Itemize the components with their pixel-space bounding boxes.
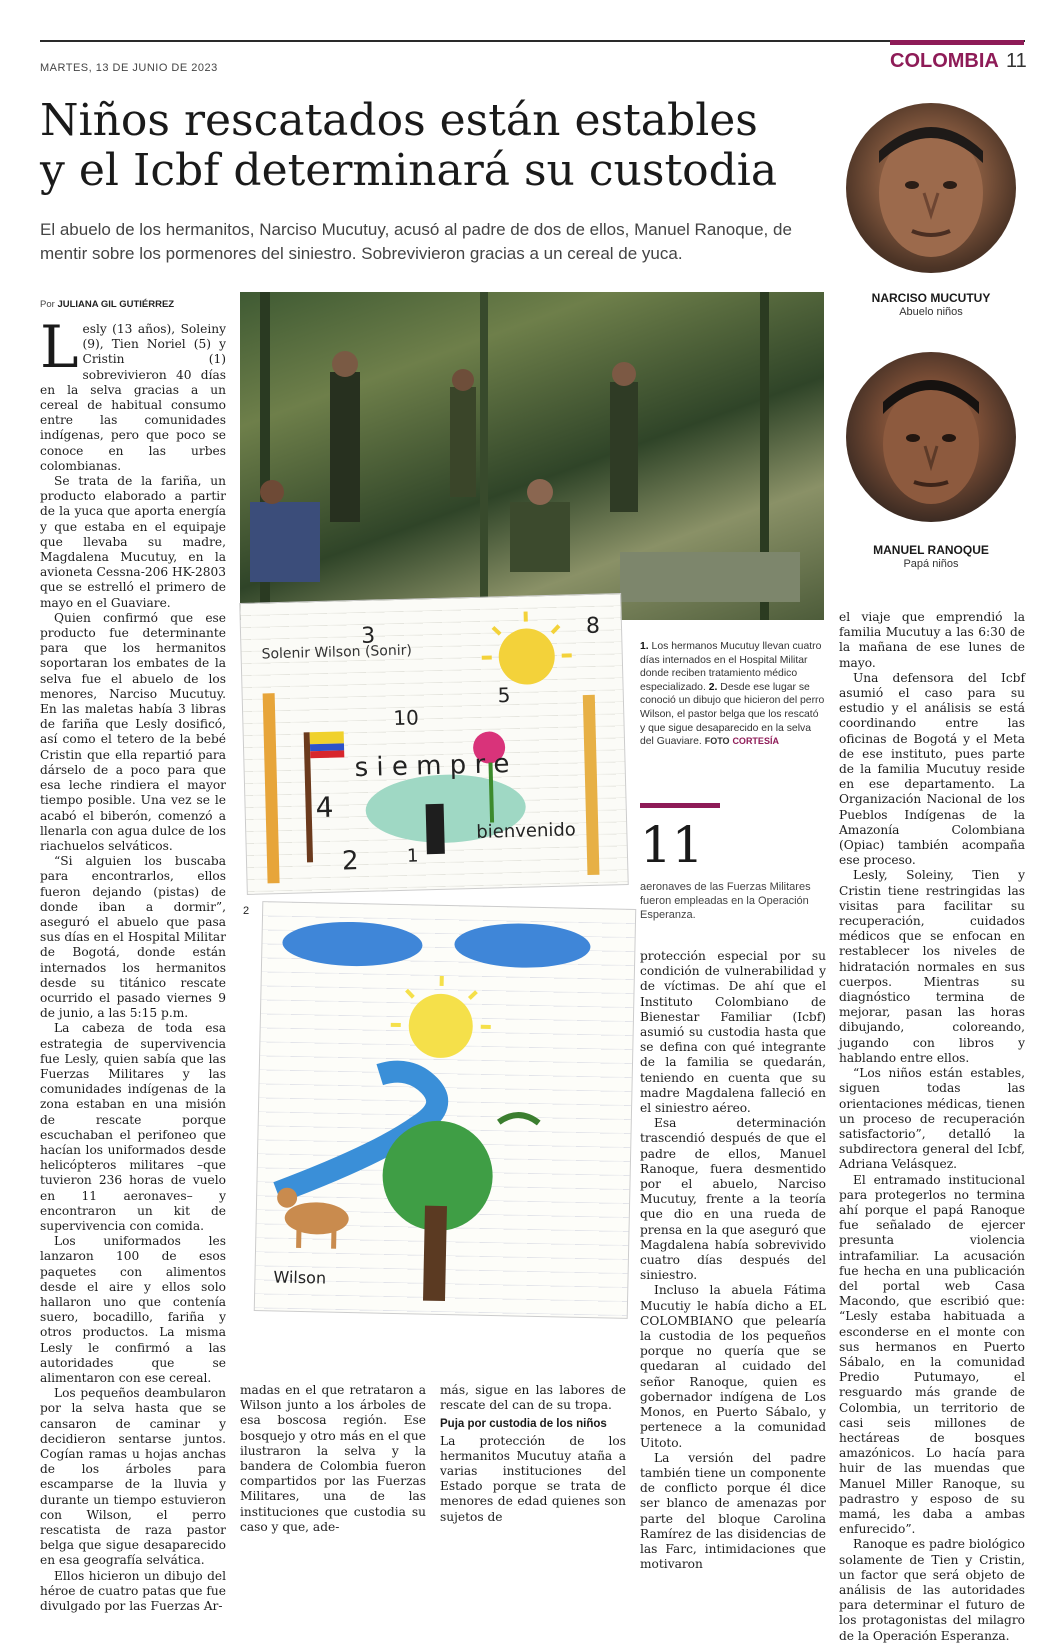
paragraph: Los pequeños deambularon por la selva hasta que se cansaron de caminar y decidieron sentarse juntos. Cogían ramas u hojas anchas de los árboles para escamparse de la lluvia y durante un tiempo estuvieron con Wilson, el perro rescatista de raza pastor belga que sigue desaparecido en esa geografía selvática. (40, 1386, 226, 1568)
drawing-wilson-label: Wilson (273, 1267, 326, 1287)
children-drawing-wilson (254, 901, 637, 1319)
article-column-5 (839, 610, 1025, 1644)
paragraph: La versión del padre también tiene un componente de conflicto porque él dice ser blanco de amenazas por parte del bloque Carolina Ramírez de las disidencias de las Farc, intimidaciones que motivaron (640, 1451, 826, 1573)
paragraph: Esa determinación trascendió después de que el padre de ellos, Manuel Ranoque, fuera desmentido por el abuelo, Narciso Mucutuy, frente a la teoría que dio en una rueda de prensa en la que aseguró que Magdalena había sobrevivido cuatro días después del siniestro. (640, 1116, 826, 1283)
paragraph: La cabeza de toda esa estrategia de supervivencia fue Lesly, quien sabía que las Fuerzas Militares y las comunidades indígenas de la zona estaban en una misión de rescate porque escuchaban el perifoneo que hacían los uniformados desde helicópteros militares –que tuvieron 236 horas de vuelo en 11 aeronaves– y encontraron un kit de supervivencia con comida. (40, 1021, 226, 1234)
paragraph: más, sigue en las labores de rescate del can de su tropa. (440, 1383, 626, 1413)
issue-date: MARTES, 13 DE JUNIO DE 2023 (40, 62, 218, 74)
top-rule (40, 40, 1025, 42)
photo-credit-label: FOTO (705, 736, 730, 746)
drawing-number-4: 4 (315, 791, 334, 824)
portrait-2-role: Papá niños (836, 558, 1026, 570)
paragraph: “Si alguien los buscaba para encontrarlos, ellos fueron dejando (pistas) de donde iban a dormir”, aseguró el abuelo que pasa sus días en el Hospital Militar de Bogotá, donde están internados los hermanitos desde su titánico rescate ocurrido el pasado viernes 9 de junio, a las 5:15 p.m. (40, 854, 226, 1021)
jungle-rescue-photo (240, 292, 824, 620)
drawing-number-5: 5 (497, 683, 510, 707)
paragraph: Una defensora del Icbf asumió el caso para su estudio y el análisis se está coordinando entre las oficinas de Bogotá y el Meta de ese instituto, pues parte de la familia Mucutuy reside en ese departamento. La Organización Nacional de los Pueblos Indígenas de la Amazonía Colombiana (Opiac) también acompaña ese proceso. (839, 671, 1025, 869)
drawing-number-2: 2 (342, 846, 359, 876)
paragraph: Lesly, Soleiny, Tien y Cristin tiene restringidas las visitas para facilitar su recuperación, cuidados médicos que se enfocan en restablecer los niveles de hidratación normales en sus cuerpos. Mientras su diagnóstico termina de mejorar, pasan las horas dibujando, coloreando, jugando con libros y hablando entre ellos. (839, 868, 1025, 1066)
paragraph: el viaje que emprendió la familia Mucutuy a las 6:30 de la mañana de ese lunes de mayo. (839, 610, 1025, 671)
subhead: Puja por custodia de los niños (440, 1417, 626, 1432)
byline-author: JULIANA GIL GUTIÉRREZ (57, 299, 174, 310)
stat-description: aeronaves de las Fuerzas Militares fueron empleadas en la Operación Esperanza. (640, 880, 826, 922)
caption-text-1: Los hermanos Mucutuy llevan cuatro días internados en el Hospital Militar donde reciben tratamiento médico especializado. (640, 641, 821, 693)
photo-2-number: 2 (243, 905, 249, 917)
paragraph: Quien confirmó que ese producto fue determinante para que los hermanitos soportaran los embates de la selva fue el abuelo de los menores, Narciso Mucutuy. En las maletas había 3 libras de fariña que Lesly dosificó, así como el tetero de la bebé Cristin que ella repartió para dárselo de a poco para que esa leche rindiera el mayor tiempo posible. Una vez se le acabó el biberón, comenzó a llenarla con agua dulce de los riachuelos selváticos. (40, 611, 226, 854)
paragraph: madas en el que retrataron a Wilson junto a los árboles de esa boscosa región. Ese bosquejo y otro más en el que ilustraron la selva y la bandera de Colombia fueron compartidos por las Fuerzas Militares, una de las instituciones que custodia su caso y que, ade- (240, 1383, 426, 1535)
page-number: 11 (1006, 50, 1027, 73)
section-name: COLOMBIA (890, 50, 999, 73)
drawing-number-3: 3 (361, 624, 376, 649)
paragraph: Ellos hicieron un dibujo del héroe de cuatro patas que fue divulgado por las Fuerzas Ar- (40, 1569, 226, 1615)
drawing-number-1: 1 (407, 845, 419, 866)
paragraph: “Los niños están estables, siguen todas las orientaciones médicas, tienen un proceso de recuperación satisfactorio”, detalló la subdirectora general del Icbf, Adriana Velásquez. (839, 1066, 1025, 1172)
photo-credit: CORTESÍA (732, 736, 779, 746)
paragraph (40, 322, 226, 474)
caption-num-2: 2. (709, 682, 718, 693)
dek: El abuelo de los hermanitos, Narciso Mucutuy, acusó al padre de dos de ellos, Manuel Ranoque, de mentir sobre los pormenores del siniestro. Sobrevivieron gracias a un cereal de yuca. (40, 218, 840, 266)
paragraph: La protección de los hermanitos Mucutuy ataña a varias instituciones del Estado porque se trata de menores de edad quienes son sujetos de (440, 1434, 626, 1525)
paragraph: Los uniformados les lanzaron 100 de esos paquetes con alimentos desde el aire y ellos solo hallaron uno que contenía suero, bocadillo, fariña y otros productos. La misma Lesly le confirmó a las autoridades que se alimentaron con ese cereal. (40, 1234, 226, 1386)
paragraph: Ranoque es padre biológico solamente de Tien y Cristin, un factor que será objeto de análisis de las autoridades para determinar el futuro de los protagonistas del milagro de la Operación Esperanza. (839, 1537, 1025, 1643)
article-column-3 (440, 1383, 626, 1525)
drawing-number-8: 8 (586, 614, 601, 639)
portrait-narciso-mucutuy (846, 103, 1016, 273)
byline (40, 299, 174, 310)
paragraph: Se trata de la fariña, un producto elaborado a partir de la yuca que aporta energía y que estaba en el equipaje que llevaba su madre, Magdalena Mucutuy, en la avioneta Cessna-206 HK-2803 que se estrelló el primero de mayo en el Guaviare. (40, 474, 226, 611)
headline-line-2: y el Icbf determinará su custodia (40, 146, 840, 196)
paragraph-text: esly (13 años), Soleiny (9), Tien Noriel (5) y Cristin (1) sobrevivieron 40 días en la selva gracias a un cereal de habitual consumo entre las comunidades indígenas, pero que poco se conoce en las urbes colombianas. (40, 322, 226, 473)
photo-caption (640, 640, 826, 749)
portrait-2-name: MANUEL RANOQUE (836, 543, 1026, 557)
byline-prefix: Por (40, 299, 55, 310)
caption-text-2: Desde ese lugar se conoció un dibujo que hicieron del perro Wilson, el pastor belga que los rescató y que sigue desaparecido en la selva del Guaviare. (640, 682, 824, 747)
stat-accent-rule (640, 803, 720, 808)
headline-line-1: Niños rescatados están estables (40, 96, 840, 146)
section-accent-bar (890, 40, 1024, 45)
stat-number: 11 (640, 817, 704, 873)
paragraph: protección especial por su condición de vulnerabilidad y de víctimas. De ahí que el Instituto Colombiano de Bienestar Familiar (Icbf) asumió su custodia hasta que se defina con qué integrante de la familia se quedarán, teniendo en cuenta que su madre Magdalena falleció en el siniestro aéreo. (640, 949, 826, 1116)
headline (40, 96, 840, 196)
paragraph: Incluso la abuela Fátima Mucutiy le había dicho a EL COLOMBIANO que pelearía la custodia de los pequeños porque no quería que se quedaran al cuidado del señor Ranoque, quien es gobernador indígena de Los Monos, en Puerto Sábalo, y pertenece a la comunidad Uitoto. (640, 1283, 826, 1450)
drop-cap: L (40, 324, 79, 370)
article-column-4 (640, 949, 826, 1572)
portrait-manuel-ranoque (846, 352, 1016, 522)
drawing-signature: Solenir Wilson (Sonir) (261, 643, 412, 663)
drawing-number-10: 10 (393, 705, 419, 730)
children-drawing-flag (239, 593, 629, 895)
drawing-bienvenido: bienvenido (476, 819, 576, 843)
article-column-1 (40, 322, 226, 1614)
drawing-siempre: s i e m p r e (354, 749, 510, 783)
portrait-1-role: Abuelo niños (836, 306, 1026, 318)
caption-num-1: 1. (640, 641, 649, 652)
paragraph: El entramado institucional para protegerlos no termina ahí porque el papá Ranoque fue señalado de ejercer presunta violencia intrafamiliar. La acusación fue hecha en una publicación del portal web Casa Macondo, que escribió que: “Lesly estaba habituada a esconderse en el monte con sus hermanos en Puerto Sábalo, en la comunidad Predio Putumayo, el resguardo más grande de Colombia, un territorio de casi seis millones de hectáreas de bosques amazónicos. Lo hacía para huir de las muendas que Manuel Miller Ranoque, su padrastro y esposo de su mamá, les daba a ambas enfurecido”. (839, 1173, 1025, 1538)
portrait-1-name: NARCISO MUCUTUY (836, 291, 1026, 305)
article-column-2 (240, 1383, 426, 1535)
